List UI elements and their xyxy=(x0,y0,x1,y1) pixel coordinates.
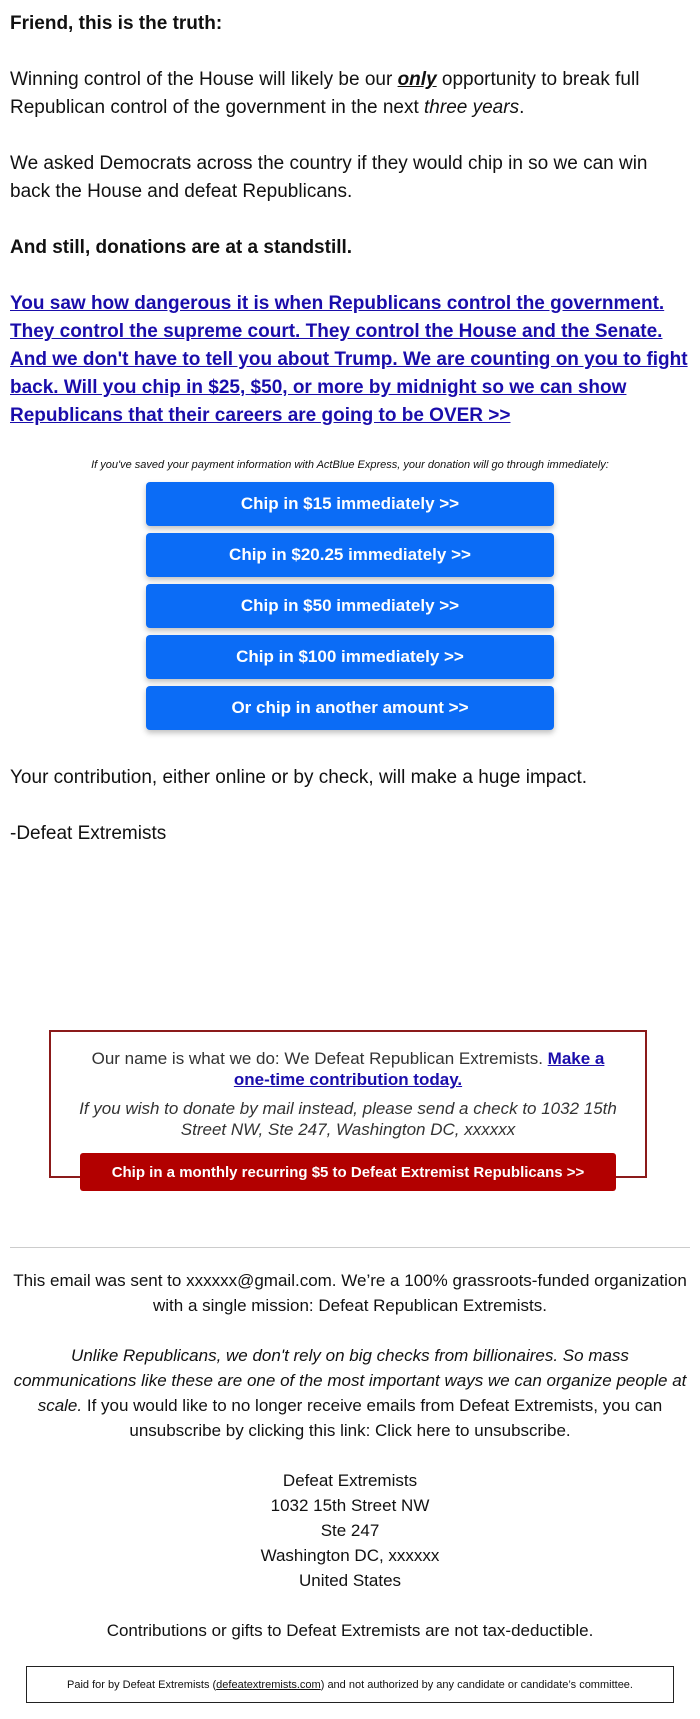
disclaimer-text: ) and not authorized by any candidate or candidate’s committee. xyxy=(320,1678,633,1691)
mailing-address xyxy=(10,1468,690,1593)
address-line: Ste 247 xyxy=(320,1521,380,1540)
unsubscribe-text: If you would like to no longer receive emails from Defeat Extremists, you can unsubscribe by clicking this link: xyxy=(82,1396,663,1440)
email-body xyxy=(0,0,700,848)
actblue-express-note: If you've saved your payment information with ActBlue Express, your donation will go through immediately: xyxy=(91,459,609,471)
defeatextremists-link[interactable]: defeatextremists.com xyxy=(216,1678,321,1691)
address-line: Washington DC, xxxxxx xyxy=(260,1546,440,1565)
box-intro xyxy=(75,1048,621,1090)
contribution-line: Your contribution, either online or by check, will make a huge impact. xyxy=(10,767,587,788)
donate-link-paragraph[interactable]: You saw how dangerous it is when Republicans control the government. They control the supreme court. They control the House and the Senate. And we don't have to tell you about Trump. We are counting on you to fight back. Will you chip in $25, $50, or more by midnight so we can show Republicans that their careers are going to be OVER >> xyxy=(10,293,688,426)
chip-15-button[interactable]: Chip in $15 immediately >> xyxy=(146,482,554,526)
mail-donation-note: If you wish to donate by mail instead, please send a check to 1032 15th Street NW, Ste 247, Washington DC, xxxxxx xyxy=(79,1099,617,1139)
greeting: Friend, this is the truth: xyxy=(10,13,223,34)
grassroots-italic-text: Unlike Republicans, we don't rely on big checks from billionaires. So mass communications like these are one of the most important ways we can organize people at scale. xyxy=(13,1346,687,1415)
chip-20-25-button[interactable]: Chip in $20.25 immediately >> xyxy=(146,533,554,577)
paragraph-text: Winning control of the House will likely be our xyxy=(10,69,398,90)
chip-100-button[interactable]: Chip in $100 immediately >> xyxy=(146,635,554,679)
footer xyxy=(10,1268,690,1643)
footer-divider xyxy=(10,1247,690,1248)
paid-for-disclaimer xyxy=(26,1666,674,1703)
address-line: United States xyxy=(298,1571,402,1590)
box-intro-text: Our name is what we do: We Defeat Republican Extremists. xyxy=(91,1049,548,1068)
donation-buttons xyxy=(10,482,690,730)
one-time-contribution-link[interactable]: Make a one-time contribution today. xyxy=(233,1049,605,1089)
sent-to-text: This email was sent to xxxxxx@gmail.com. We’re a 100% grassroots-funded organization with a single mission: Defeat Republican Extremists. xyxy=(13,1271,687,1315)
unsubscribe-link[interactable]: Click here to unsubscribe. xyxy=(375,1421,571,1440)
paragraph-standstill: And still, donations are at a standstill. xyxy=(10,237,353,258)
unsubscribe-paragraph xyxy=(10,1343,690,1443)
emphasis-only: only xyxy=(397,69,437,90)
emphasis-three-years: three years xyxy=(424,97,520,118)
paragraph-text: . xyxy=(519,97,525,118)
address-line: Defeat Extremists xyxy=(282,1471,418,1490)
monthly-recurring-button[interactable]: Chip in a monthly recurring $5 to Defeat Extremist Republicans >> xyxy=(80,1153,616,1191)
paragraph-text: opportunity to break full Republican control of the government in the next xyxy=(10,69,640,118)
paragraph-house-control xyxy=(10,66,690,122)
one-time-contribution-box xyxy=(49,1030,647,1181)
tax-note: Contributions or gifts to Defeat Extremists are not tax-deductible. xyxy=(106,1621,594,1640)
chip-50-button[interactable]: Chip in $50 immediately >> xyxy=(146,584,554,628)
disclaimer-text: Paid for by Defeat Extremists ( xyxy=(67,1678,217,1691)
signature: -Defeat Extremists xyxy=(10,823,167,844)
chip-other-amount-button[interactable]: Or chip in another amount >> xyxy=(146,686,554,730)
address-line: 1032 15th Street NW xyxy=(270,1496,430,1515)
paragraph-asked-democrats: We asked Democrats across the country if they would chip in so we can win back the House and defeat Republicans. xyxy=(10,153,648,202)
